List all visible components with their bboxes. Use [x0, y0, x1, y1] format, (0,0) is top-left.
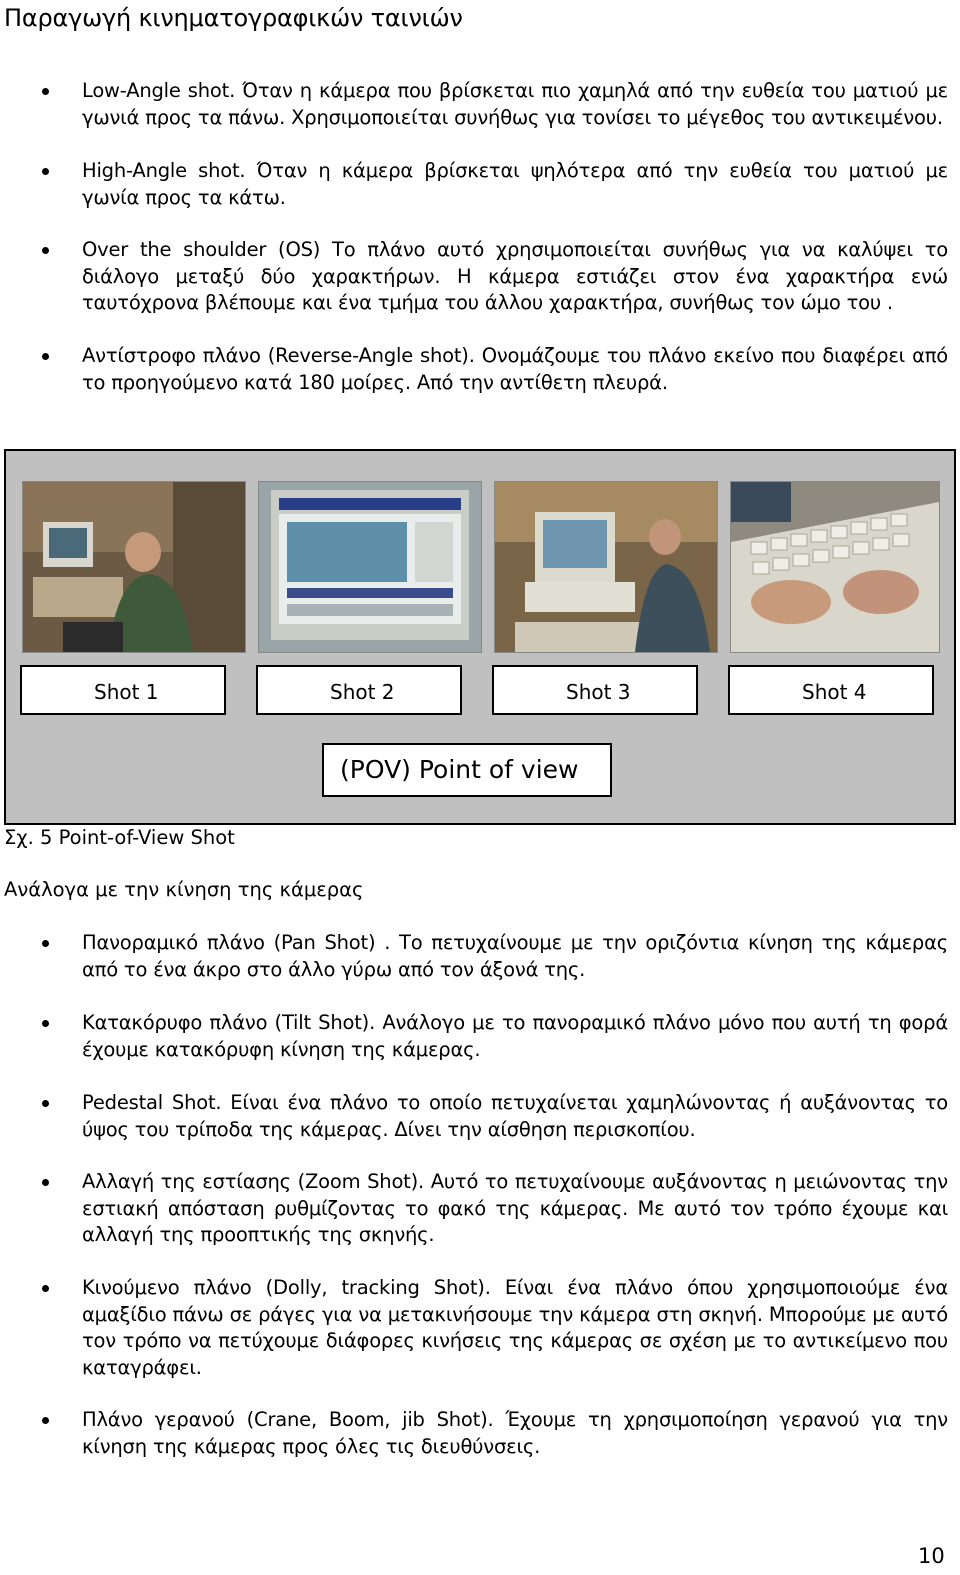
- bullet-text: Αντίστροφο πλάνο (Reverse-Angle shot). Ονομάζουμε του πλάνο εκείνο που διαφέρει από το προηγούμενο κατά 180 μοίρες. Από την αντίθετη πλευρά.: [82, 344, 948, 394]
- figure-caption: Σχ. 5 Point-of-View Shot: [4, 826, 235, 849]
- bullet-icon: [42, 940, 49, 947]
- section-heading: Ανάλογα με την κίνηση της κάμερας: [4, 878, 364, 901]
- bullet-icon: [42, 168, 49, 175]
- shot-4-label: Shot 4: [728, 665, 934, 715]
- bullet-icon: [42, 1020, 49, 1027]
- shot-2-photo: [258, 481, 482, 653]
- bullet-icon: [42, 88, 49, 95]
- bullet-text: Pedestal Shot. Είναι ένα πλάνο το οποίο πετυχαίνεται χαμηλώνοντας ή αυξάνοντας το ύψος του τρίποδα της κάμερας. Δίνει την αίσθηση περισκοπίου.: [82, 1091, 948, 1141]
- shot-3-photo: [494, 481, 718, 653]
- shot-2-label: Shot 2: [256, 665, 462, 715]
- page-header-title: Παραγωγή κινηματογραφικών ταινιών: [4, 4, 463, 32]
- bullet-text: Αλλαγή της εστίασης (Zoom Shot). Αυτό το πετυχαίνουμε αυξάνοντας η μειώνοντας την εστιακή απόσταση ρυθμίζοντας το φακό της κάμερας. Με αυτό τον τρόπο έχουμε και αλλαγή της προοπτικής της σκηνής.: [82, 1170, 948, 1246]
- bullet-text: Over the shoulder (OS) Το πλάνο αυτό χρησιμοποιείται συνήθως για να καλύψει το διάλογο μεταξύ δύο χαρακτήρων. Η κάμερα εστιάζει στον ένα χαρακτήρα ενώ ταυτόχρονα βλέπουμε και ένα τμήμα του άλλου χαρακτήρα, συνήθως τον ώμο του .: [82, 238, 948, 314]
- bullet-icon: [42, 247, 49, 254]
- pov-label: (POV) Point of view: [322, 743, 612, 797]
- bullet-icon: [42, 1179, 49, 1186]
- bullet-text: Κατακόρυφο πλάνο (Tilt Shot). Ανάλογο με το πανοραμικό πλάνο μόνο που αυτή τη φορά έχουμε κατακόρυφη κίνηση της κάμερας.: [82, 1011, 948, 1061]
- bullet-icon: [42, 1285, 49, 1292]
- page-number: 10: [918, 1544, 945, 1568]
- bullet-icon: [42, 353, 49, 360]
- bullet-icon: [42, 1100, 49, 1107]
- bullet-text: Πανοραμικό πλάνο (Pan Shot) . Το πετυχαίνουμε με την οριζόντια κίνηση της κάμερας από το ένα άκρο στο άλλο γύρω από τον άξονά της.: [82, 931, 948, 981]
- bullet-text: High-Angle shot. Όταν η κάμερα βρίσκεται ψηλότερα από την ευθεία του ματιού με γωνία προς τα κάτω.: [82, 159, 948, 209]
- bullet-text: Πλάνο γερανού (Crane, Boom, jib Shot). Έχουμε τη χρησιμοποίηση γερανού για την κίνηση της κάμερας προς όλες τις διευθύνσεις.: [82, 1408, 948, 1458]
- shot-4-photo: [730, 481, 940, 653]
- pov-shot-figure: [4, 449, 956, 825]
- bullet-text: Low-Angle shot. Όταν η κάμερα που βρίσκεται πιο χαμηλά από την ευθεία του ματιού με γωνιά προς τα πάνω. Χρησιμοποιείται συνήθως για τονίσει το μέγεθος του αντικειμένου.: [82, 79, 948, 129]
- shot-1-photo: [22, 481, 246, 653]
- shot-3-label: Shot 3: [492, 665, 698, 715]
- bullet-text: Κινούμενο πλάνο (Dolly, tracking Shot). Είναι ένα πλάνο όπου χρησιμοποιούμε ένα αμαξίδιο πάνω σε ράγες για να μετακινήσουμε την κάμερα στη σκηνή. Μπορούμε με αυτό τον τρόπο να πετύχουμε διάφορες κινήσεις της κάμερας σε σχέση με το αντικείμενο που καταγράφει.: [82, 1276, 948, 1379]
- shot-1-label: Shot 1: [20, 665, 226, 715]
- bullet-icon: [42, 1417, 49, 1424]
